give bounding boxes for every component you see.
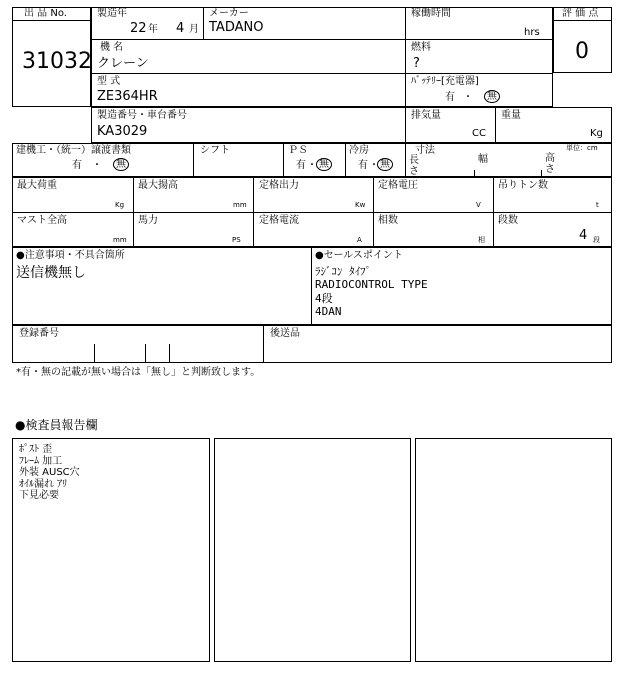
transfer-yes: 有 xyxy=(72,160,82,171)
month-unit: 月 xyxy=(189,24,199,35)
phase-label: 相数 xyxy=(378,215,398,226)
rated-voltage-unit: V xyxy=(476,201,481,209)
battery-label: ﾊﾞｯﾃﾘｰ[充電器] xyxy=(411,76,479,87)
mast-height-unit: mm xyxy=(113,236,127,244)
mast-height-label: マスト全高 xyxy=(17,215,67,226)
rating-label: 評 価 点 xyxy=(562,8,599,19)
sales-point-list xyxy=(315,265,428,318)
phase-unit: 相 xyxy=(478,236,485,244)
stages-value: 4 xyxy=(579,228,588,243)
max-load-label: 最大荷重 xyxy=(17,180,57,191)
sales-point-line: 4DAN xyxy=(315,304,342,318)
inspector-note-line: ﾎﾟｽﾄ 歪 xyxy=(19,444,53,455)
rated-current-unit: A xyxy=(357,236,362,244)
transfer-no-circled: 無 xyxy=(113,158,129,171)
month-value: 4 xyxy=(176,21,185,36)
battery-dot: ・ xyxy=(463,92,473,103)
battery-no-circled: 無 xyxy=(484,90,500,103)
shift-label: シフト xyxy=(200,145,230,156)
max-load-unit: Kg xyxy=(115,201,125,209)
inspector-note-line: 外装 AUSC穴 xyxy=(19,467,80,478)
weight-label: 重量 xyxy=(501,110,521,121)
rating-value: 0 xyxy=(575,39,589,64)
max-lift-label: 最大揚高 xyxy=(138,180,178,191)
horsepower-unit: PS xyxy=(232,236,241,244)
model-name-value: クレーン xyxy=(97,56,149,71)
sales-point-line: RADIOCONTROL TYPE xyxy=(315,278,428,292)
weight-unit: Kg xyxy=(590,128,603,139)
model-name-label: 機 名 xyxy=(100,42,124,53)
header-info-box xyxy=(91,7,553,107)
rated-output-unit: Kw xyxy=(355,201,366,209)
ps-yes: 有 xyxy=(296,160,306,171)
cooler-yes: 有 xyxy=(358,160,368,171)
sales-point-label: ●セールスポイント xyxy=(315,250,403,261)
transfer-dot: ・ xyxy=(92,160,102,171)
cooler-label: 冷房 xyxy=(349,145,369,156)
ps-no-circled: 無 xyxy=(316,158,332,171)
registration-label: 登録番号 xyxy=(19,328,59,339)
battery-yes: 有 xyxy=(445,92,455,103)
year-value: 22 xyxy=(130,21,147,36)
fuel-label: 燃料 xyxy=(411,42,431,53)
footnote: *有・無の記載が無い場合は「無し」と判断致します。 xyxy=(16,367,261,378)
year-label: 製造年 xyxy=(97,8,127,19)
caution-text: 送信機無し xyxy=(16,265,86,281)
max-lift-unit: mm xyxy=(233,201,247,209)
inspector-note-line: ﾌﾚｰﾑ 加工 xyxy=(19,455,63,467)
dimension-unit: 単位：cm xyxy=(566,144,598,152)
horsepower-label: 馬力 xyxy=(138,215,158,226)
caution-label: ●注意事項・不具合箇所 xyxy=(16,250,125,261)
ps-label: ＰＳ xyxy=(288,145,308,156)
registration-box xyxy=(12,325,612,363)
inspector-box-2 xyxy=(214,438,411,662)
year-unit: 年 xyxy=(148,24,158,35)
cooler-dot: ・ xyxy=(369,160,379,171)
displacement-unit: CC xyxy=(472,128,486,139)
rated-current-label: 定格電流 xyxy=(259,215,299,226)
width-label: 幅 xyxy=(478,154,488,165)
hours-unit: hrs xyxy=(524,27,540,38)
rated-output-label: 定格出力 xyxy=(259,180,299,191)
length-label: 長さ xyxy=(409,155,419,177)
stages-label: 段数 xyxy=(498,215,518,226)
height-label: 高さ xyxy=(545,153,555,175)
lot-number-label: 出 品 No. xyxy=(24,8,67,19)
model-type-value: ZE364HR xyxy=(97,89,158,104)
sales-point-line: ﾗｼﾞｺﾝ ﾀｲﾌﾟ xyxy=(315,265,372,278)
ps-dot: ・ xyxy=(307,160,317,171)
sales-point-line: 4段 xyxy=(315,291,333,305)
inspector-note-line: ｵｲﾙ漏れ ｱﾘ xyxy=(19,478,68,490)
dimension-label: 寸法 xyxy=(415,145,435,156)
cooler-no-circled: 無 xyxy=(377,158,393,171)
lot-number-value: 31032 xyxy=(22,49,92,74)
serial-value: KA3029 xyxy=(97,124,148,139)
serial-label: 製造番号・車台番号 xyxy=(97,110,187,121)
maker-value: TADANO xyxy=(209,20,264,35)
hoist-ton-label: 吊りトン数 xyxy=(498,180,548,191)
maker-label: メーカー xyxy=(209,8,249,19)
hoist-ton-unit: t xyxy=(596,201,599,209)
displacement-label: 排気量 xyxy=(411,110,441,121)
inspector-box-3 xyxy=(415,438,612,662)
hours-label: 稼働時間 xyxy=(411,8,451,19)
inspector-note-line: 下見必要 xyxy=(19,490,59,501)
stages-unit: 段 xyxy=(593,236,600,244)
fuel-value: ? xyxy=(413,56,420,71)
inspector-notes xyxy=(19,444,80,502)
delivery-label: 後送品 xyxy=(270,328,300,339)
transfer-label: 建機工・（統一）譲渡書類 xyxy=(16,145,131,156)
inspector-title: ●検査員報告欄 xyxy=(15,418,98,432)
model-type-label: 型 式 xyxy=(97,76,121,87)
rated-voltage-label: 定格電圧 xyxy=(378,180,418,191)
